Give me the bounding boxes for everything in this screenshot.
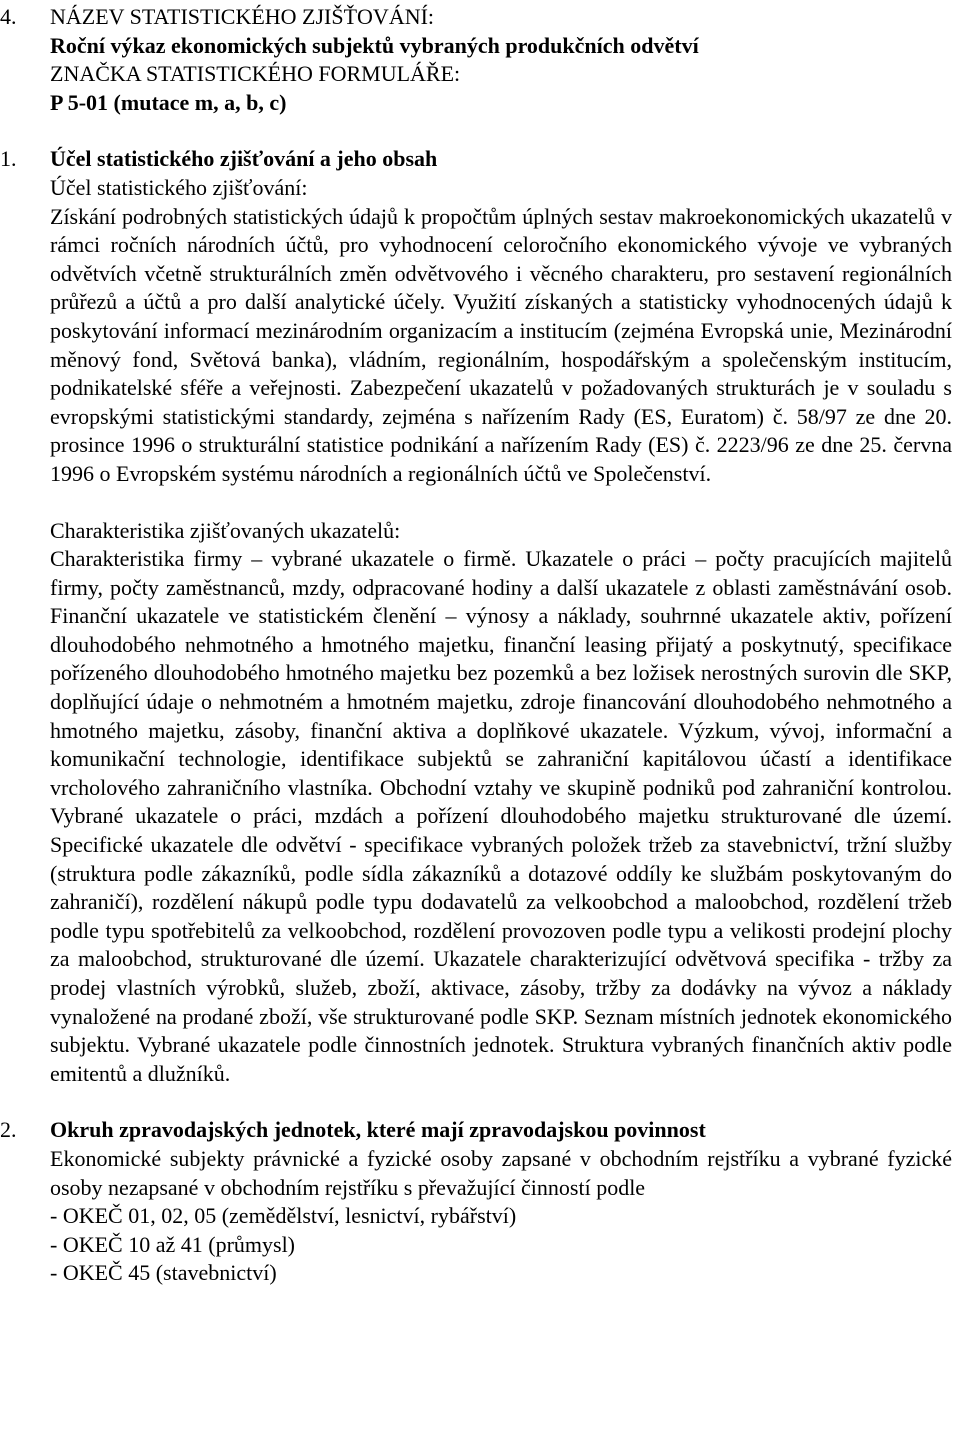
section-number: 1.	[0, 146, 17, 172]
form-code-label: ZNAČKA STATISTICKÉHO FORMULÁŘE:	[50, 61, 461, 87]
purpose-paragraph: Získání podrobných statistických údajů k propočtům úplných sestav makroekonomických ukazatelů v rámci ročních národních účtů, pro vyhodnocení celoročního ekonomického vývoje ve vybraných odvětvích včetně strukturálních změn odvětvového i věcného charakteru, pro sestavení regionálních průřezů a účtů a pro další analytické účely. Využití získaných a statisticky vyhodnocených údajů k poskytování informací mezinárodním organizacím a institucím (zejména Evropská unie, Mezinárodní měnový fond, Světová banka), vládním, regionálním, hospodářským a společenským institucím, podnikatelské sféře a veřejnosti. Zabezpečení ukazatelů v požadovaných strukturách je v souladu s evropskými statistickými standardy, zejména s nařízením Rady (ES, Euratom) č. 58/97 ze dne 20. prosince 1996 o strukturální statistice podnikání a nařízením Rady (ES) č. 2223/96 ze dne 25. června 1996 o Evropském systému národních a regionálních účtů ve Společenství.	[50, 203, 952, 486]
section-number: 4.	[0, 4, 17, 29]
indicators-label: Charakteristika zjišťovaných ukazatelů:	[50, 517, 401, 543]
section-number: 2.	[0, 1117, 17, 1143]
form-code: P 5-01 (mutace m, a, b, c)	[50, 89, 287, 115]
section-title: Účel statistického zjišťování a jeho obsah	[50, 146, 438, 172]
purpose-label: Účel statistického zjišťování:	[50, 174, 308, 200]
survey-name: Roční výkaz ekonomických subjektů vybraných produkčních odvětví	[50, 32, 699, 58]
list-item: - OKEČ 01, 02, 05 (zemědělství, lesnictví, rybářství)	[50, 1203, 517, 1229]
section-reporting-units	[0, 1116, 952, 1288]
section-title: Okruh zpravodajských jednotek, které mají zpravodajskou povinnost	[50, 1117, 706, 1143]
list-item: - OKEČ 45 (stavebnictví)	[50, 1260, 277, 1286]
reporting-units-paragraph: Ekonomické subjekty právnické a fyzické osoby zapsané v obchodním rejstříku a vybrané fyzické osoby nezapsané v obchodním rejstříku s převažující činností podle	[50, 1145, 952, 1200]
survey-name-label: NÁZEV STATISTICKÉHO ZJIŠŤOVÁNÍ:	[50, 4, 435, 29]
section-survey-name	[0, 3, 952, 117]
list-item: - OKEČ 10 až 41 (průmysl)	[50, 1231, 296, 1257]
indicators-paragraph: Charakteristika firmy – vybrané ukazatele o firmě. Ukazatele o práci – počty pracujících majitelů firmy, počty zaměstnanců, mzdy, odpracované hodiny a další ukazatele z oblasti zaměstnávání osob. Finanční ukazatele ve statistickém členění – výnosy a náklady, souhrnné ukazatele aktiv, pořízení dlouhodobého nehmotného a hmotného majetku, finanční leasing přijatý a poskytnutý, specifikace pořízeného dlouhodobého hmotného majetku bez pozemků a bez ložisek nerostných surovin dle SKP, doplňující údaje o nehmotném a hmotném majetku, zdroje financování dlouhodobého nehmotného a hmotného majetku, zásoby, finanční aktiva a doplňkové ukazatele. Výzkum, vývoj, informační a komunikační technologie, identifikace subjektů se zahraniční kapitálovou účastí a identifikace vrcholového zahraničního vlastníka. Obchodní vztahy ve skupině podniků pod zahraniční kontrolou. Vybrané ukazatele o práci, mzdách a pořízení dlouhodobého majetku strukturované dle území. Specifické ukazatele dle odvětví - specifikace vybraných položek tržeb za stavebnictví, tržní služby (struktura podle zákazníků, podle sídla zákazníků a dotazové oddíly ke službám poskytovaným do zahraničí), rozdělení nákupů podle typu dodavatelů za velkoobchod a maloobchod, rozdělení tržeb podle typu spotřebitelů za velkoobchod, rozdělení provozoven podle typu a velikosti prodejní plochy za maloobchod, strukturované dle území. Ukazatele charakterizující odvětvová specifika - tržby za prodej vlastních výrobků, služeb, zboží, aktivace, zásoby, tržby za dodávky na vývoz a náklady vynaložené na prodané zboží, vše strukturované podle SKP. Seznam místních jednotek ekonomického subjektu. Vybrané ukazatele podle činnostních jednotek. Struktura vybraných finančních aktiv podle emitentů a dlužníků.	[50, 546, 952, 1086]
section-purpose	[0, 145, 952, 1088]
